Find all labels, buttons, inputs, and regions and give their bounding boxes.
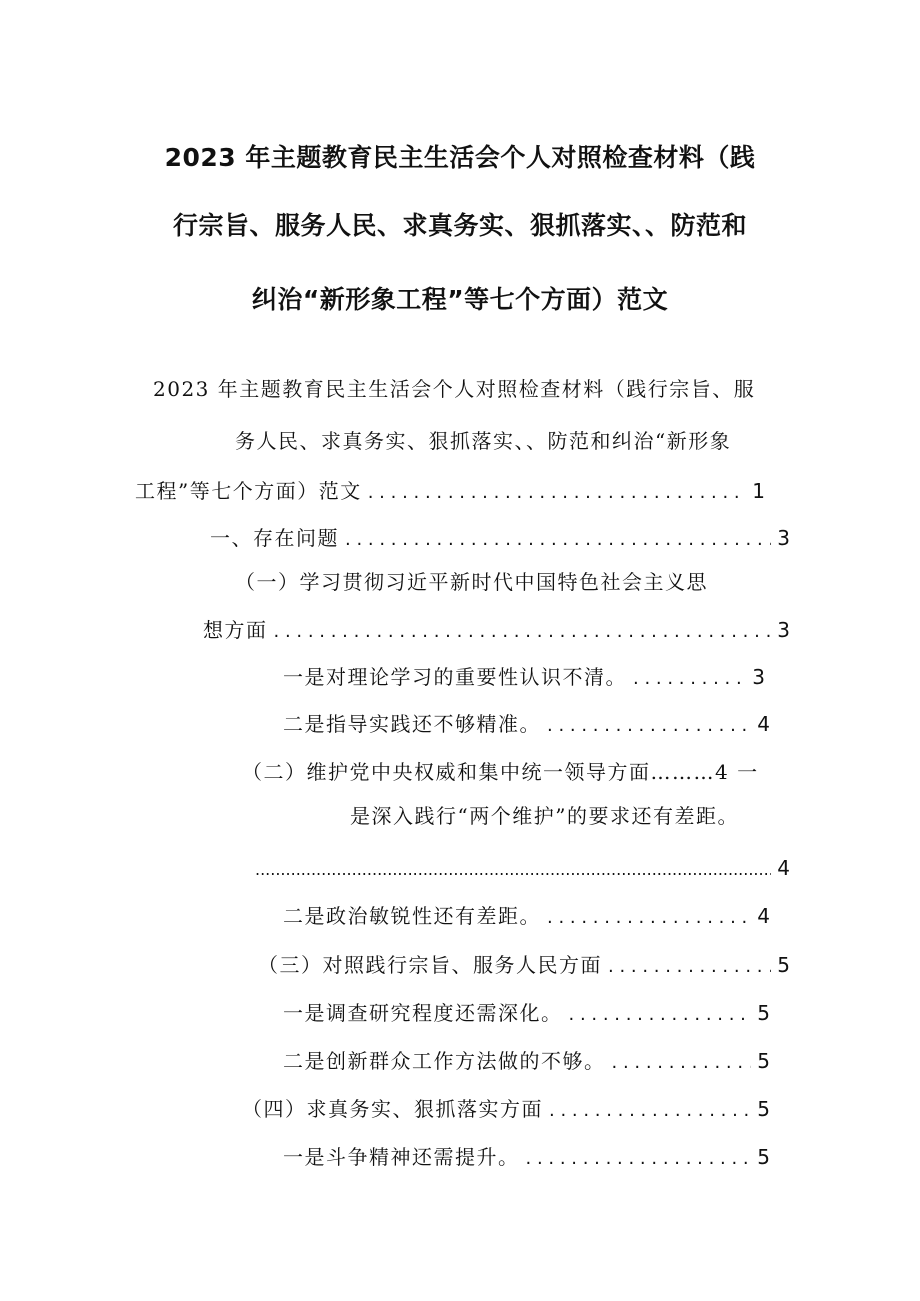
toc-sub-4-row[interactable] xyxy=(242,1099,770,1120)
document-title-line-1: 2023 年主题教育民主生活会个人对照检查材料（践 xyxy=(164,143,756,172)
toc-page-number: 5 xyxy=(777,953,790,977)
toc-section-1-row[interactable] xyxy=(210,528,790,549)
toc-item-3a-label: 一是调查研究程度还需深化。 xyxy=(283,1001,563,1025)
toc-item-3b-row[interactable] xyxy=(283,1051,770,1072)
toc-page-number: 3 xyxy=(752,665,765,689)
toc-section-1-label: 一、存在问题 xyxy=(210,526,339,550)
toc-leader-dots xyxy=(547,906,751,927)
toc-leader-dots xyxy=(547,714,751,735)
toc-main-entry-line-3: 工程”等七个方面）范文 xyxy=(135,479,362,503)
toc-page-number: 5 xyxy=(757,1049,770,1073)
toc-page-number: 5 xyxy=(757,1097,770,1121)
toc-item-3b-label: 二是创新群众工作方法做的不够。 xyxy=(283,1049,606,1073)
toc-leader-dots xyxy=(274,620,772,641)
toc-item-1a-row[interactable] xyxy=(283,667,765,688)
toc-item-4a-row[interactable] xyxy=(283,1147,770,1168)
toc-page-number: 4 xyxy=(757,712,770,736)
toc-page-number: 3 xyxy=(777,618,790,642)
toc-sub-3-row[interactable] xyxy=(258,955,790,976)
toc-item-2b-label: 二是政治敏锐性还有差距。 xyxy=(283,904,541,928)
toc-leader-dots xyxy=(255,858,771,878)
toc-sub-1-row[interactable] xyxy=(203,620,790,641)
toc-item-3a-row[interactable] xyxy=(283,1003,770,1024)
toc-item-2b-row[interactable] xyxy=(283,906,770,927)
toc-item-1b-row[interactable] xyxy=(283,714,770,735)
toc-leader-dots xyxy=(368,481,747,502)
toc-sub-1-line-2: 想方面 xyxy=(203,618,268,642)
toc-page-number: 1 xyxy=(752,479,765,503)
toc-page-number: 4 xyxy=(757,904,770,928)
toc-main-entry-line-1[interactable]: 2023 年主题教育民主生活会个人对照检查材料（践行宗旨、服 xyxy=(153,377,756,401)
document-title-line-2: 行宗旨、服务人民、求真务实、狠抓落实、、防范和 xyxy=(172,211,747,240)
toc-item-1b-label: 二是指导实践还不够精准。 xyxy=(283,712,541,736)
toc-leader-dots xyxy=(569,1003,752,1024)
toc-leader-dots xyxy=(345,528,771,549)
toc-sub-2-line-2[interactable]: 是深入践行“两个维护”的要求还有差距。 xyxy=(350,804,739,828)
toc-page-number: 3 xyxy=(777,526,790,550)
toc-sub-2-line-1[interactable]: （二）维护党中央权威和集中统一领导方面………4 一 xyxy=(242,760,759,784)
toc-main-entry-line-2[interactable]: 务人民、求真务实、狠抓落实、、防范和纠治“新形象 xyxy=(235,429,732,453)
toc-leader-dots xyxy=(612,1051,752,1072)
toc-sub-1-line-1[interactable]: （一）学习贯彻习近平新时代中国特色社会主义思 xyxy=(235,570,708,594)
toc-sub-2-row[interactable] xyxy=(255,858,790,878)
toc-leader-dots xyxy=(608,955,771,976)
toc-leader-dots xyxy=(549,1099,751,1120)
toc-item-1a-label: 一是对理论学习的重要性认识不清。 xyxy=(283,665,627,689)
toc-page-number: 5 xyxy=(757,1145,770,1169)
toc-page-number: 4 xyxy=(777,856,790,880)
toc-leader-dots xyxy=(633,667,746,688)
toc-sub-3-label: （三）对照践行宗旨、服务人民方面 xyxy=(258,953,602,977)
toc-sub-4-label: （四）求真务实、狠抓落实方面 xyxy=(242,1097,543,1121)
toc-item-4a-label: 一是斗争精神还需提升。 xyxy=(283,1145,520,1169)
toc-page-number: 5 xyxy=(757,1001,770,1025)
toc-main-entry-row[interactable] xyxy=(135,481,765,502)
toc-leader-dots xyxy=(526,1147,752,1168)
document-title-line-3: 纠治“新形象工程”等七个方面）范文 xyxy=(251,285,669,314)
